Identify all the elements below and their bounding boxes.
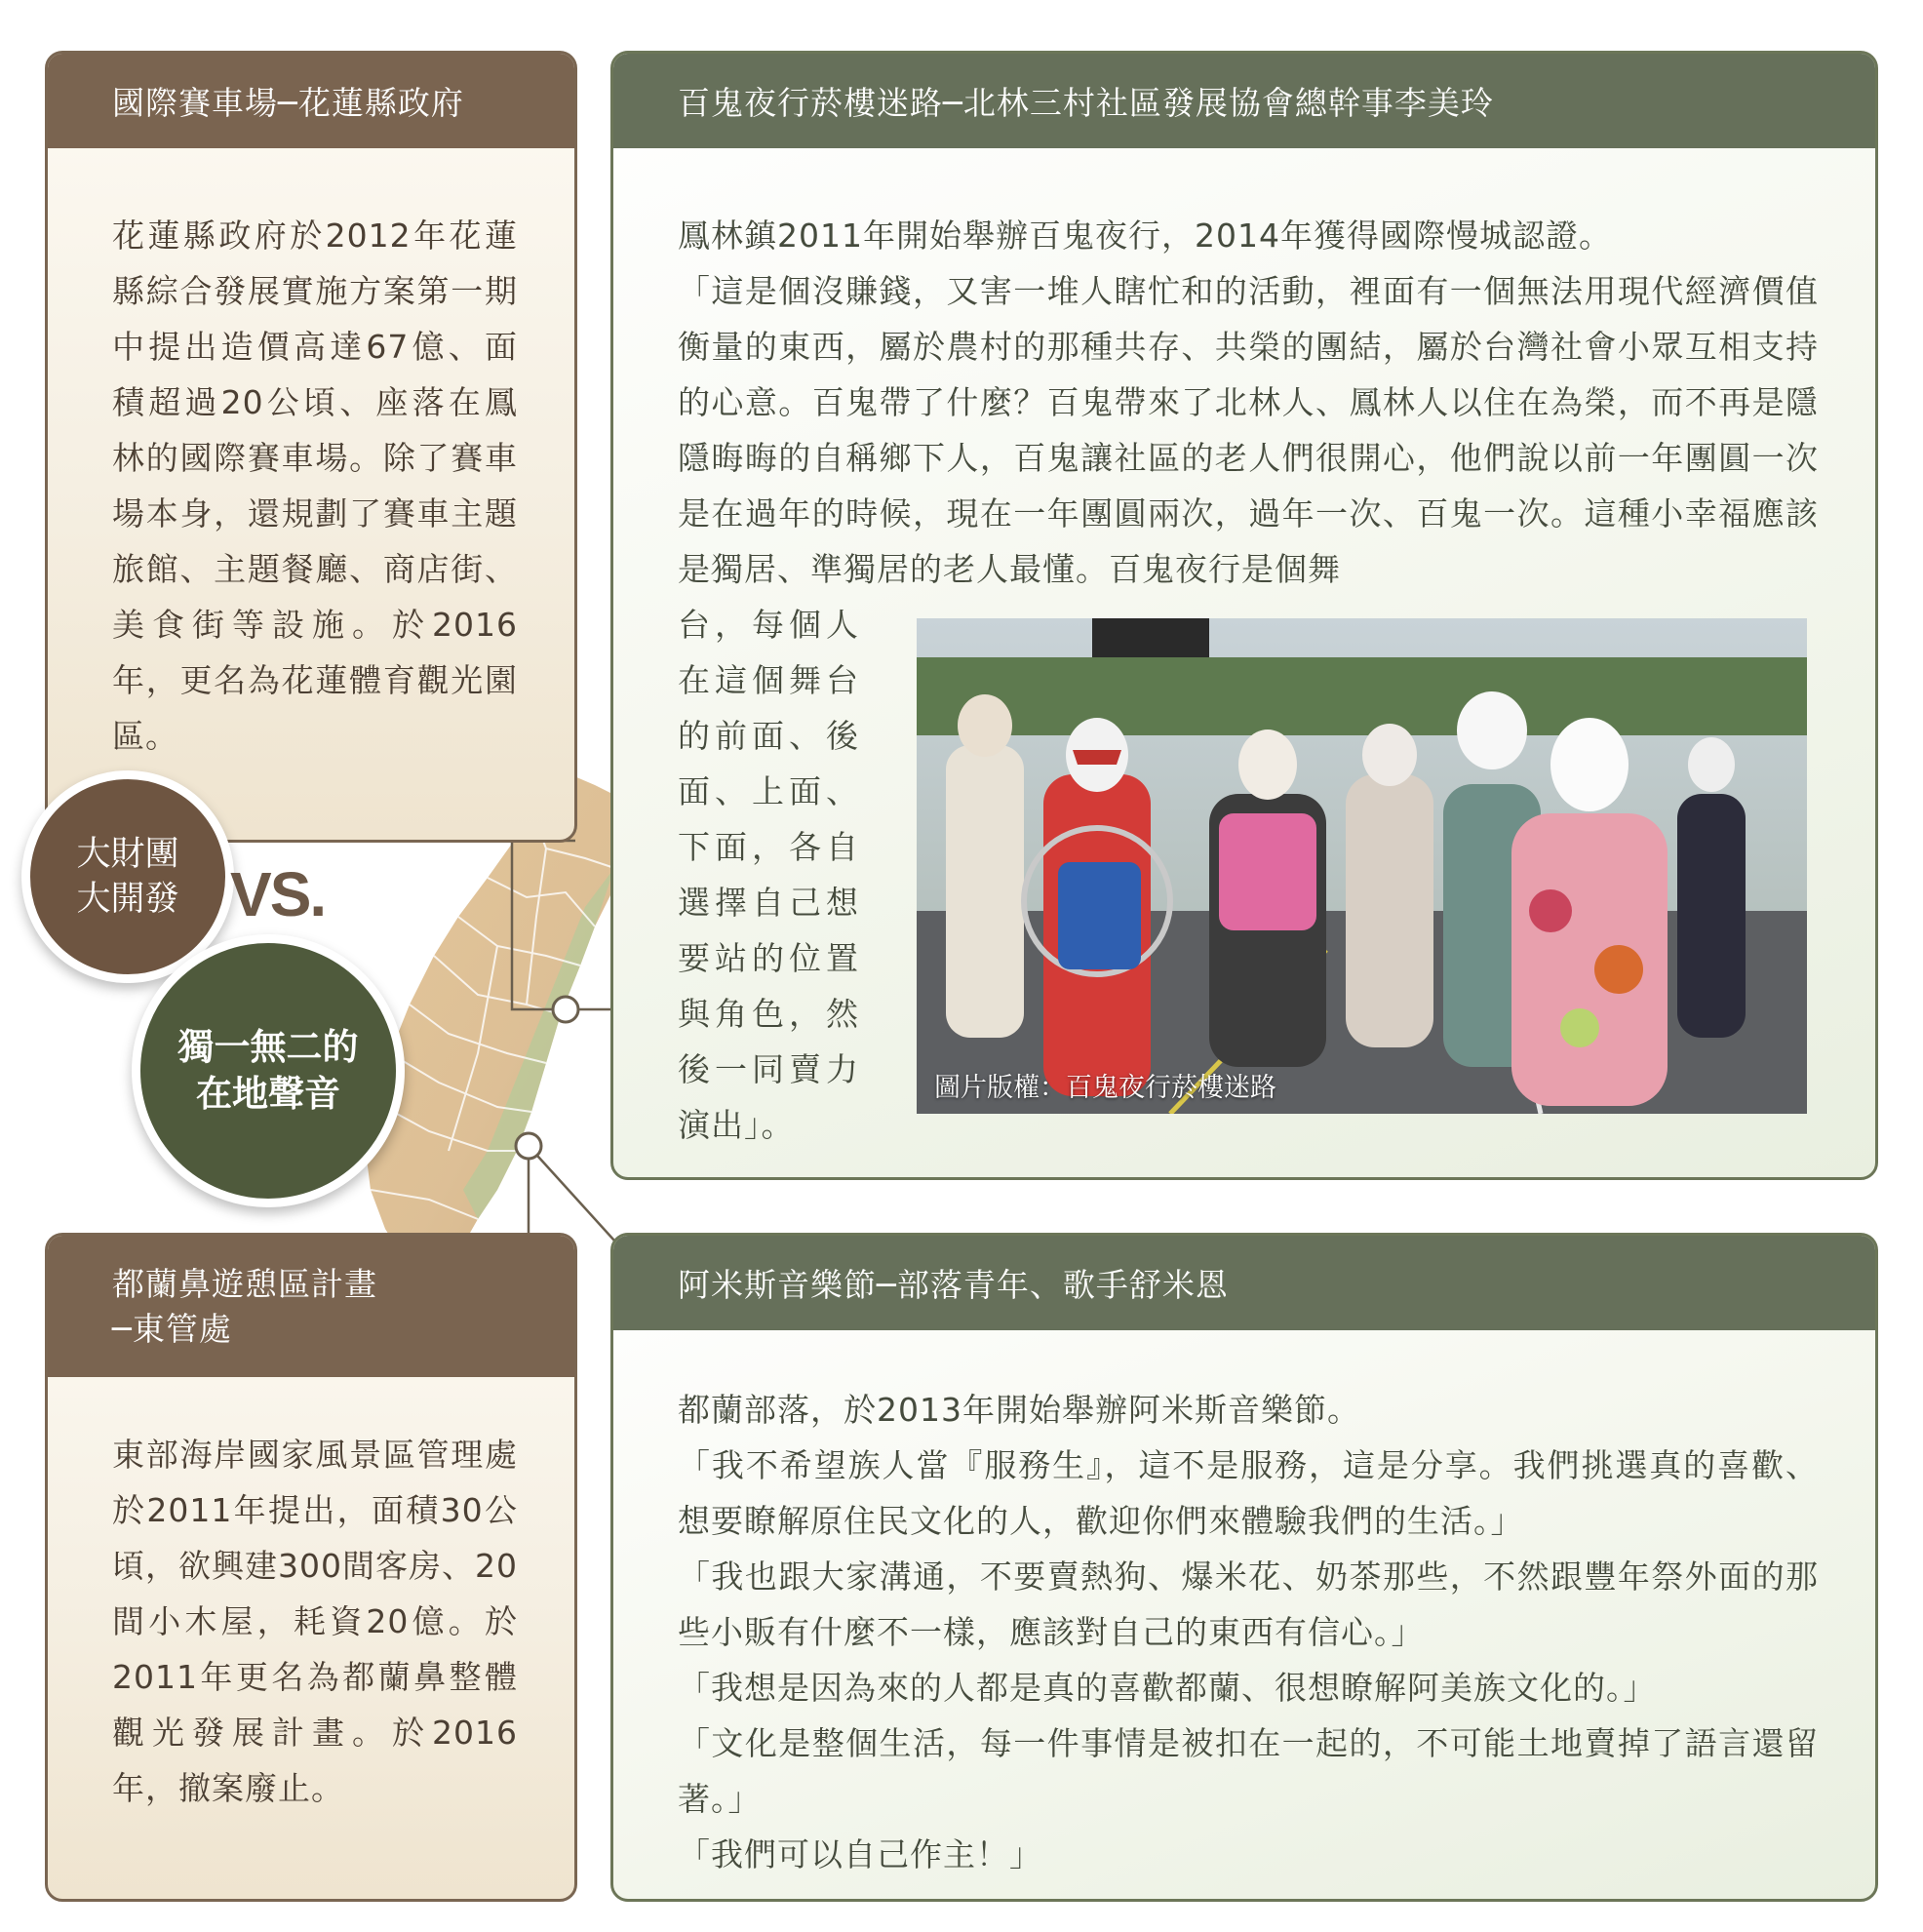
amis-quote-2: 「我也跟大家溝通，不要賣熱狗、爆米花、奶茶那些，不然跟豐年祭外面的那些小販有什麼不一樣，應該對自己的東西有信心。」 bbox=[678, 1557, 1819, 1651]
amis-festival-text bbox=[678, 1382, 1819, 1882]
racetrack-title: 國際賽車場─花蓮縣政府 bbox=[48, 54, 574, 148]
ghost-parade-quote-tail: 台，每個人在這個舞台的前面、後面、上面、下面，各自選擇自己想要站的位置與角色，然後一同賣力演出」。 bbox=[678, 606, 859, 1144]
dulan-project-title-line1: 都蘭鼻遊憩區計畫 bbox=[112, 1264, 377, 1303]
racetrack-body: 花蓮縣政府於2012年花蓮縣綜合發展實施方案第一期中提出造價高達67億、面積超過20公頃、座落在鳳林的國際賽車場。除了賽車場本身，還規劃了賽車主題旅館、主題餐廳、商店街、美食街等設施。於2016年，更名為花蓮體育觀光園區。 bbox=[112, 217, 518, 755]
photo-caption: 圖片版權：百鬼夜行菸樓迷路 bbox=[934, 1073, 1276, 1103]
dulan-project-title-line2: ─東管處 bbox=[112, 1309, 232, 1348]
amis-festival-title: 阿米斯音樂節─部落青年、歌手舒米恩 bbox=[613, 1236, 1875, 1330]
map-marker-dulan bbox=[516, 1133, 541, 1159]
dulan-project-body: 東部海岸國家風景區管理處於2011年提出，面積30公頃，欲興建300間客房、20間小木屋，耗資20億。於2011年更名為都蘭鼻整體觀光發展計畫。於2016年，撤案廢止。 bbox=[112, 1436, 518, 1807]
big-consortium-line1: 大財團 bbox=[76, 835, 179, 874]
vs-label: VS. bbox=[230, 859, 326, 929]
amis-quote-3: 「我想是因為來的人都是真的喜歡都蘭、很想瞭解阿美族文化的。」 bbox=[678, 1669, 1657, 1707]
parade-photo-illustration bbox=[917, 618, 1807, 1114]
racetrack-box bbox=[45, 51, 577, 843]
amis-quote-4: 「文化是整個生活，每一件事情是被扣在一起的，不可能土地賣掉了語言還留著。」 bbox=[678, 1724, 1819, 1818]
ghost-parade-intro: 鳳林鎮2011年開始舉辦百鬼夜行，2014年獲得國際慢城認證。 bbox=[678, 217, 1612, 255]
map-marker-fenglin bbox=[553, 997, 578, 1022]
ghost-parade-photo bbox=[917, 618, 1807, 1114]
ghost-parade-quote: 「這是個沒賺錢，又害一堆人瞎忙和的活動，裡面有一個無法用現代經濟價值衡量的東西，屬於農村的那種共存、共榮的團結，屬於台灣社會小眾互相支持的心意。百鬼帶了什麼？百鬼帶來了北林人、鳳林人以住在為榮，而不再是隱隱晦晦的自稱鄉下人，百鬼讓社區的老人們很開心，他們說以前一年團圓一次是在過年的時候，現在一年團圓兩次，過年一次、百鬼一次。這種小幸福應該是獨居、準獨居的老人最懂。百鬼夜行是個舞 bbox=[678, 272, 1819, 588]
local-voice-circle bbox=[132, 934, 405, 1207]
amis-quote-1: 「我不希望族人當『服務生』，這不是服務，這是分享。我們挑選真的喜歡、想要瞭解原住民文化的人，歡迎你們來體驗我們的生活。」 bbox=[678, 1446, 1819, 1540]
big-consortium-line2: 大開發 bbox=[76, 880, 179, 919]
local-voice-line1: 獨一無二的 bbox=[177, 1026, 359, 1068]
dulan-project-box bbox=[45, 1233, 577, 1902]
amis-festival-box bbox=[610, 1233, 1878, 1902]
amis-festival-intro: 都蘭部落，於2013年開始舉辦阿米斯音樂節。 bbox=[678, 1391, 1360, 1429]
amis-quote-5: 「我們可以自己作主！」 bbox=[678, 1835, 1042, 1873]
ghost-parade-title: 百鬼夜行菸樓迷路─北林三村社區發展協會總幹事李美玲 bbox=[613, 54, 1875, 148]
dulan-project-title bbox=[48, 1236, 574, 1377]
local-voice-line2: 在地聲音 bbox=[196, 1073, 340, 1115]
